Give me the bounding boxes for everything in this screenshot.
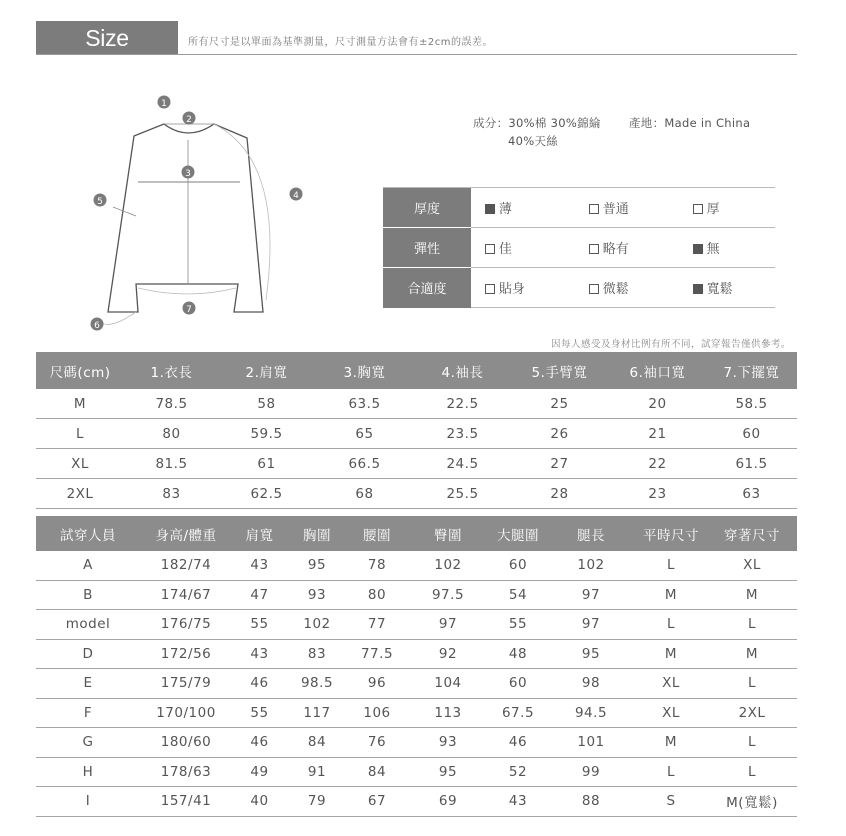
fit-cell: D — [36, 639, 140, 669]
fit-cell: L — [635, 757, 707, 787]
option-label: 普通 — [602, 202, 629, 217]
fit-cell: 96 — [347, 669, 407, 699]
fit-column-header: 大腿圍 — [489, 516, 547, 551]
fit-cell: 77 — [347, 610, 407, 640]
attribute-option — [471, 268, 575, 308]
fit-cell: 182/74 — [140, 551, 232, 580]
fit-column-header: 身高/體重 — [140, 516, 232, 551]
marker-1 — [158, 96, 171, 110]
hem-guide — [138, 288, 236, 294]
garment-measurement-diagram — [80, 88, 310, 338]
arm-guide — [113, 207, 136, 216]
fit-cell: 46 — [489, 728, 547, 758]
attribute-option — [575, 268, 679, 308]
size-cell: 61 — [219, 449, 314, 479]
size-cell: 26 — [510, 419, 609, 449]
size-cell: 23.5 — [415, 419, 510, 449]
fit-cell: 97 — [547, 610, 635, 640]
fit-cell: 52 — [489, 757, 547, 787]
size-cell: 25 — [510, 389, 609, 419]
fit-cell: 46 — [232, 728, 287, 758]
option-label: 佳 — [498, 242, 512, 257]
fit-cell: L — [635, 551, 707, 580]
fit-cell: 98.5 — [287, 669, 347, 699]
fit-cell: 88 — [547, 787, 635, 817]
fit-cell: 49 — [232, 757, 287, 787]
size-row — [36, 449, 797, 479]
fit-cell: 98 — [547, 669, 635, 699]
option-label: 微鬆 — [602, 282, 629, 297]
size-cell: 83 — [124, 479, 219, 509]
size-cell: 60 — [706, 419, 797, 449]
fit-cell: 43 — [232, 639, 287, 669]
fit-cell: 117 — [287, 698, 347, 728]
marker-5 — [94, 194, 107, 208]
fit-cell: model — [36, 610, 140, 640]
fit-row — [36, 551, 797, 580]
fit-cell: M — [635, 580, 707, 610]
fit-cell: 93 — [407, 728, 489, 758]
attribute-row — [383, 228, 775, 268]
fit-cell: M — [635, 728, 707, 758]
marker-2 — [183, 112, 196, 126]
checked-box-icon — [693, 244, 703, 254]
option-label: 無 — [706, 242, 720, 257]
fit-row — [36, 757, 797, 787]
fit-cell: G — [36, 728, 140, 758]
fit-cell: XL — [635, 698, 707, 728]
fabric-attributes-table — [383, 187, 775, 308]
fit-cell: A — [36, 551, 140, 580]
empty-box-icon — [693, 204, 703, 214]
svg-text:6: 6 — [94, 321, 100, 331]
fit-cell: F — [36, 698, 140, 728]
size-cell: M — [36, 389, 124, 419]
fit-cell: L — [635, 610, 707, 640]
size-cell: 63 — [706, 479, 797, 509]
size-cell: 24.5 — [415, 449, 510, 479]
fit-cell: 79 — [287, 787, 347, 817]
fit-row — [36, 787, 797, 817]
fit-cell: 60 — [489, 669, 547, 699]
fit-cell: 95 — [287, 551, 347, 580]
size-cell: 65 — [314, 419, 415, 449]
fit-cell: 47 — [232, 580, 287, 610]
size-cell: 25.5 — [415, 479, 510, 509]
fit-cell: L — [707, 757, 797, 787]
fit-cell: 93 — [287, 580, 347, 610]
size-cell: 78.5 — [124, 389, 219, 419]
size-cell: 58 — [219, 389, 314, 419]
fit-row — [36, 728, 797, 758]
size-cell: L — [36, 419, 124, 449]
fit-cell: 69 — [407, 787, 489, 817]
fit-cell: 101 — [547, 728, 635, 758]
size-cell: 23 — [609, 479, 706, 509]
svg-text:4: 4 — [293, 191, 299, 201]
attribute-row — [383, 268, 775, 308]
fit-cell: 84 — [347, 757, 407, 787]
attribute-option — [575, 228, 679, 268]
fit-row — [36, 669, 797, 699]
origin: 產地：Made in China — [629, 116, 751, 130]
fit-cell: 54 — [489, 580, 547, 610]
size-cell: 81.5 — [124, 449, 219, 479]
fit-test-table — [36, 516, 797, 817]
fit-cell: 55 — [232, 698, 287, 728]
fit-cell: 83 — [287, 639, 347, 669]
fit-cell: L — [707, 610, 797, 640]
fit-cell: 180/60 — [140, 728, 232, 758]
fit-cell: 78 — [347, 551, 407, 580]
size-cell: 22.5 — [415, 389, 510, 419]
attribute-label: 合適度 — [383, 268, 471, 308]
fit-cell: M(寬鬆) — [707, 787, 797, 817]
option-label: 薄 — [498, 202, 512, 217]
size-cell: 20 — [609, 389, 706, 419]
fit-cell: E — [36, 669, 140, 699]
fit-cell: 102 — [547, 551, 635, 580]
attribute-option — [679, 228, 775, 268]
fit-row — [36, 580, 797, 610]
fit-cell: 97 — [407, 610, 489, 640]
fit-row — [36, 610, 797, 640]
fit-cell: 102 — [407, 551, 489, 580]
composition-line-2: 40%天絲 — [508, 134, 559, 148]
attribute-option — [471, 188, 575, 228]
size-column-header: 1.衣長 — [124, 352, 219, 389]
fit-cell: 95 — [547, 639, 635, 669]
fit-cell: 175/79 — [140, 669, 232, 699]
checked-box-icon — [693, 284, 703, 294]
fit-cell: 55 — [489, 610, 547, 640]
empty-box-icon — [589, 244, 599, 254]
fit-cell: 92 — [407, 639, 489, 669]
fit-cell: XL — [635, 669, 707, 699]
header-divider — [36, 54, 797, 55]
attribute-row — [383, 188, 775, 228]
fit-column-header: 穿著尺寸 — [707, 516, 797, 551]
fit-cell: 76 — [347, 728, 407, 758]
fit-cell: M — [707, 639, 797, 669]
size-column-header: 7.下擺寬 — [706, 352, 797, 389]
marker-6 — [91, 318, 104, 332]
fit-cell: L — [707, 728, 797, 758]
fit-cell: 48 — [489, 639, 547, 669]
cuff-guide — [100, 312, 136, 324]
fit-cell: 55 — [232, 610, 287, 640]
fit-cell: 43 — [232, 551, 287, 580]
empty-box-icon — [589, 284, 599, 294]
composition: 成分：30%棉 30%錦綸 — [473, 116, 601, 130]
fit-cell: 84 — [287, 728, 347, 758]
fit-row — [36, 639, 797, 669]
empty-box-icon — [589, 204, 599, 214]
svg-text:7: 7 — [186, 305, 192, 315]
empty-box-icon — [485, 244, 495, 254]
size-column-header: 2.肩寬 — [219, 352, 314, 389]
sleeve-guide — [214, 124, 270, 300]
fit-cell: 99 — [547, 757, 635, 787]
attribute-option — [679, 268, 775, 308]
svg-text:3: 3 — [185, 169, 191, 179]
size-column-header: 6.袖口寬 — [609, 352, 706, 389]
fit-cell: 102 — [287, 610, 347, 640]
size-chart-table — [36, 352, 797, 509]
size-cell: 2XL — [36, 479, 124, 509]
fit-column-header: 臀圍 — [407, 516, 489, 551]
fit-cell: 157/41 — [140, 787, 232, 817]
fit-cell: 40 — [232, 787, 287, 817]
size-cell: 22 — [609, 449, 706, 479]
size-cell: 27 — [510, 449, 609, 479]
attribute-label: 厚度 — [383, 188, 471, 228]
attribute-option — [575, 188, 679, 228]
size-column-header: 4.袖長 — [415, 352, 510, 389]
fit-cell: 2XL — [707, 698, 797, 728]
fit-cell: 91 — [287, 757, 347, 787]
fit-cell: L — [707, 669, 797, 699]
fit-cell: I — [36, 787, 140, 817]
size-cell: 58.5 — [706, 389, 797, 419]
attribute-option — [471, 228, 575, 268]
size-cell: 28 — [510, 479, 609, 509]
empty-box-icon — [485, 284, 495, 294]
size-cell: XL — [36, 449, 124, 479]
svg-text:5: 5 — [97, 197, 103, 207]
size-cell: 61.5 — [706, 449, 797, 479]
fit-cell: 106 — [347, 698, 407, 728]
marker-7 — [183, 302, 196, 316]
fit-cell: 67.5 — [489, 698, 547, 728]
checked-box-icon — [485, 204, 495, 214]
fit-cell: 172/56 — [140, 639, 232, 669]
section-title: Size Information — [36, 21, 178, 55]
size-cell: 63.5 — [314, 389, 415, 419]
size-row — [36, 389, 797, 419]
fit-cell: 97 — [547, 580, 635, 610]
sweater-outline — [108, 124, 263, 312]
size-column-header: 3.胸寬 — [314, 352, 415, 389]
option-label: 寬鬆 — [706, 282, 733, 297]
fit-cell: 60 — [489, 551, 547, 580]
marker-4 — [290, 188, 303, 202]
size-row — [36, 479, 797, 509]
size-cell: 62.5 — [219, 479, 314, 509]
marker-3 — [182, 166, 195, 180]
size-column-header: 5.手臂寬 — [510, 352, 609, 389]
svg-text:1: 1 — [161, 99, 167, 109]
fit-cell: M — [635, 639, 707, 669]
fit-cell: 170/100 — [140, 698, 232, 728]
size-cell: 66.5 — [314, 449, 415, 479]
fit-cell: 176/75 — [140, 610, 232, 640]
fit-cell: 46 — [232, 669, 287, 699]
size-cell: 68 — [314, 479, 415, 509]
fit-column-header: 胸圍 — [287, 516, 347, 551]
fit-column-header: 腰圍 — [347, 516, 407, 551]
fit-cell: XL — [707, 551, 797, 580]
fit-cell: 178/63 — [140, 757, 232, 787]
fit-cell: B — [36, 580, 140, 610]
fit-column-header: 試穿人員 — [36, 516, 140, 551]
svg-text:2: 2 — [186, 115, 192, 125]
fit-cell: M — [707, 580, 797, 610]
measurement-note: 所有尺寸是以單面為基準測量，尺寸測量方法會有±2cm的誤差。 — [188, 37, 493, 48]
size-cell: 80 — [124, 419, 219, 449]
size-row — [36, 419, 797, 449]
fit-cell: 174/67 — [140, 580, 232, 610]
fit-cell: 80 — [347, 580, 407, 610]
fit-row — [36, 698, 797, 728]
disclaimer: 因每人感受及身材比例有所不同，試穿報告僅供參考。 — [550, 339, 791, 350]
fit-cell: H — [36, 757, 140, 787]
size-cell: 21 — [609, 419, 706, 449]
fit-column-header: 平時尺寸 — [635, 516, 707, 551]
fit-cell: 113 — [407, 698, 489, 728]
option-label: 略有 — [602, 242, 629, 257]
fit-cell: 97.5 — [407, 580, 489, 610]
fit-cell: S — [635, 787, 707, 817]
attribute-label: 彈性 — [383, 228, 471, 268]
fit-cell: 94.5 — [547, 698, 635, 728]
size-column-header: 尺碼(cm) — [36, 352, 124, 389]
fit-cell: 104 — [407, 669, 489, 699]
fit-cell: 67 — [347, 787, 407, 817]
option-label: 厚 — [706, 202, 720, 217]
fit-column-header: 腿長 — [547, 516, 635, 551]
fit-cell: 77.5 — [347, 639, 407, 669]
fit-cell: 43 — [489, 787, 547, 817]
option-label: 貼身 — [498, 282, 525, 297]
fit-column-header: 肩寬 — [232, 516, 287, 551]
fit-cell: 95 — [407, 757, 489, 787]
size-cell: 59.5 — [219, 419, 314, 449]
attribute-option — [679, 188, 775, 228]
